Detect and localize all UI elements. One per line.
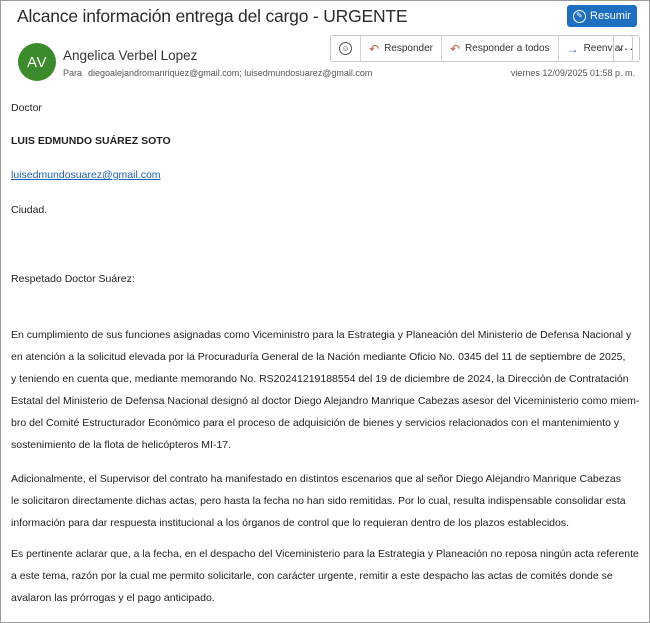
paragraph-1-line: En cumplimiento de sus funciones asignadas como Viceministro para la Estrategia y Planeación del Ministerio de Defensa Nacional y: [11, 329, 632, 341]
salutation: Doctor: [11, 102, 42, 114]
subject-bar: [5, 4, 645, 30]
sender-avatar: AV: [18, 43, 56, 81]
paragraph-1-line: sostenimiento de la flota de helicópteros MI-17.: [11, 439, 232, 451]
paragraph-3-line: avalaron las prórrogas y el pago anticipado.: [11, 592, 215, 604]
greeting: Respetado Doctor Suárez:: [11, 273, 135, 285]
reply-all-button[interactable]: [442, 36, 559, 61]
paragraph-3: [11, 543, 639, 609]
recipient-name: LUIS EDMUNDO SUÁREZ SOTO: [11, 135, 171, 147]
forward-icon: →: [566, 41, 579, 56]
reply-button[interactable]: [361, 36, 442, 61]
sent-date: viernes 12/09/2025 01:58 p. m.: [510, 68, 635, 78]
message-actions: [330, 35, 633, 62]
summarize-button[interactable]: [567, 5, 637, 27]
forward-label: Reenviar: [583, 43, 624, 54]
paragraph-3-line: Es pertinente aclarar que, a la fecha, en el despacho del Viceministerio para la Estrategia y Planeación no reposa ningún acta referente: [11, 548, 639, 560]
paragraph-1-line: Estatal del Ministerio de Defensa Nacional designó al doctor Diego Alejandro Manrique Cabezas asesor del Viceministerio como miem-: [11, 395, 640, 407]
reply-icon: ↶: [369, 41, 380, 56]
paragraph-2: [11, 468, 639, 534]
paragraph-1-line: bro del Comité Estructurador Económico para el proceso de adquisición de bienes y servicios relacionados con el mantenimiento y: [11, 417, 620, 429]
reply-all-icon: ↶: [449, 41, 461, 56]
city: Ciudad.: [11, 204, 48, 216]
summarize-label: Resumir: [590, 10, 631, 22]
more-actions-button[interactable]: ···: [613, 35, 640, 62]
paragraph-2-line: le solicitaron directamente dichas actas, pero hasta la fecha no han sido remitidas. Por lo cual, resulta indispensable consolidar esta: [11, 495, 626, 507]
recipients[interactable]: diegoalejandromanriquez@gmail.com; luisedmundosuarez@gmail.com: [88, 68, 373, 78]
paragraph-2-line: Adicionalmente, el Supervisor del contrato ha manifestado en distintos escenarios que al señor Diego Alejandro Manrique Cabezas: [11, 473, 621, 485]
recipients-line: [63, 68, 372, 78]
paragraph-1-line: y teniendo en cuenta que, mediante memorando No. RS20241219188554 del 19 de diciembre de 2024, la Dirección de Contratación: [11, 373, 629, 385]
paragraph-1: [11, 324, 639, 456]
email-subject: Alcance información entrega del cargo - URGENTE: [17, 6, 408, 26]
to-label: Para: [63, 68, 83, 78]
reply-all-label: Responder a todos: [465, 43, 550, 54]
reaction-button[interactable]: [331, 36, 361, 61]
paragraph-1-line: en atención a la solicitud elevada por la Procuraduría General de la Nación mediante Oficio No. 0345 del 11 de septiembre de 2025,: [11, 351, 626, 363]
recipient-email-link[interactable]: luisedmundosuarez@gmail.com: [11, 169, 161, 181]
summarize-icon: ✎: [573, 10, 586, 23]
reply-label: Responder: [384, 43, 433, 54]
smiley-icon: ☺: [339, 42, 352, 55]
paragraph-3-line: a este tema, razón por la cual me permito solicitarle, con carácter urgente, remitir a este despacho las actas de comités donde se: [11, 570, 613, 582]
paragraph-2-line: información para dar respuesta institucional a los órganos de control que lo requieran dentro de los plazos establecidos.: [11, 517, 570, 529]
sender-name[interactable]: Angelica Verbel Lopez: [63, 48, 198, 63]
